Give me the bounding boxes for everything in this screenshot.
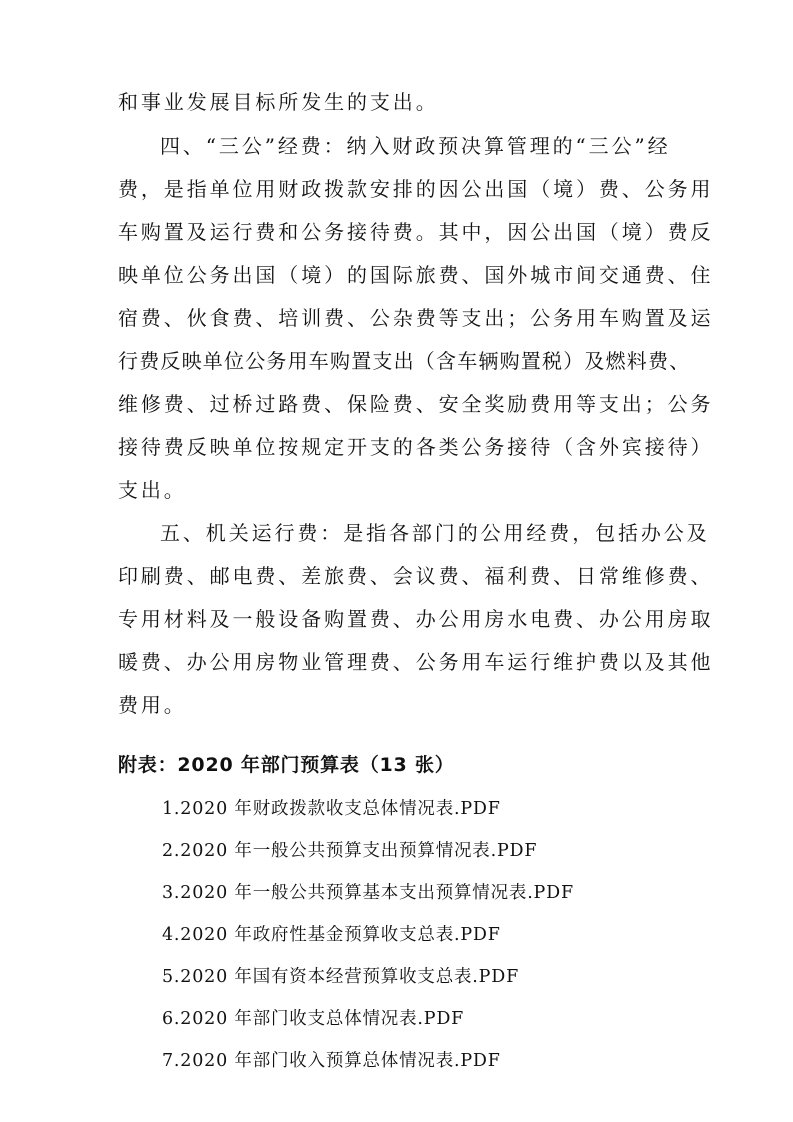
body-line: 接待费反映单位按规定开支的各类公务接待（含外宾接待） bbox=[118, 435, 714, 459]
body-line: 专用材料及一般设备购置费、办公用房水电费、办公用房取 bbox=[118, 607, 714, 631]
attachment-link[interactable]: 6.2020 年部门收支总体情况表.PDF bbox=[162, 1009, 465, 1029]
attachment-link[interactable]: 3.2020 年一般公共预算基本支出预算情况表.PDF bbox=[162, 883, 574, 903]
body-line: 印刷费、邮电费、差旅费、会议费、福利费、日常维修费、 bbox=[118, 564, 714, 588]
attachments-heading: 附表：2020 年部门预算表（13 张） bbox=[118, 754, 455, 776]
body-line: 支出。 bbox=[118, 478, 187, 502]
body-line: 维修费、过桥过路费、保险费、安全奖励费用等支出；公务 bbox=[118, 392, 714, 416]
attachment-link[interactable]: 5.2020 年国有资本经营预算收支总表.PDF bbox=[162, 967, 520, 987]
body-line: 暖费、办公用房物业管理费、公务用车运行维护费以及其他 bbox=[118, 650, 714, 674]
body-line: 四、“三公”经费：纳入财政预决算管理的“三公”经 bbox=[160, 134, 671, 158]
body-line: 五、机关运行费：是指各部门的公用经费，包括办公及 bbox=[160, 521, 710, 545]
body-line: 车购置及运行费和公务接待费。其中，因公出国（境）费反 bbox=[118, 220, 714, 244]
body-line: 费，是指单位用财政拨款安排的因公出国（境）费、公务用 bbox=[118, 177, 714, 201]
body-line: 行费反映单位公务用车购置支出（含车辆购置税）及燃料费、 bbox=[118, 349, 691, 373]
attachment-link[interactable]: 2.2020 年一般公共预算支出预算情况表.PDF bbox=[162, 841, 538, 861]
body-line: 宿费、伙食费、培训费、公杂费等支出；公务用车购置及运 bbox=[118, 306, 714, 330]
body-line: 和事业发展目标所发生的支出。 bbox=[118, 90, 439, 114]
body-line: 费用。 bbox=[118, 693, 187, 717]
body-line: 映单位公务出国（境）的国际旅费、国外城市间交通费、住 bbox=[118, 263, 714, 287]
attachment-link[interactable]: 7.2020 年部门收入预算总体情况表.PDF bbox=[162, 1051, 501, 1071]
attachment-link[interactable]: 1.2020 年财政拨款收支总体情况表.PDF bbox=[162, 799, 501, 819]
attachment-link[interactable]: 4.2020 年政府性基金预算收支总表.PDF bbox=[162, 925, 501, 945]
